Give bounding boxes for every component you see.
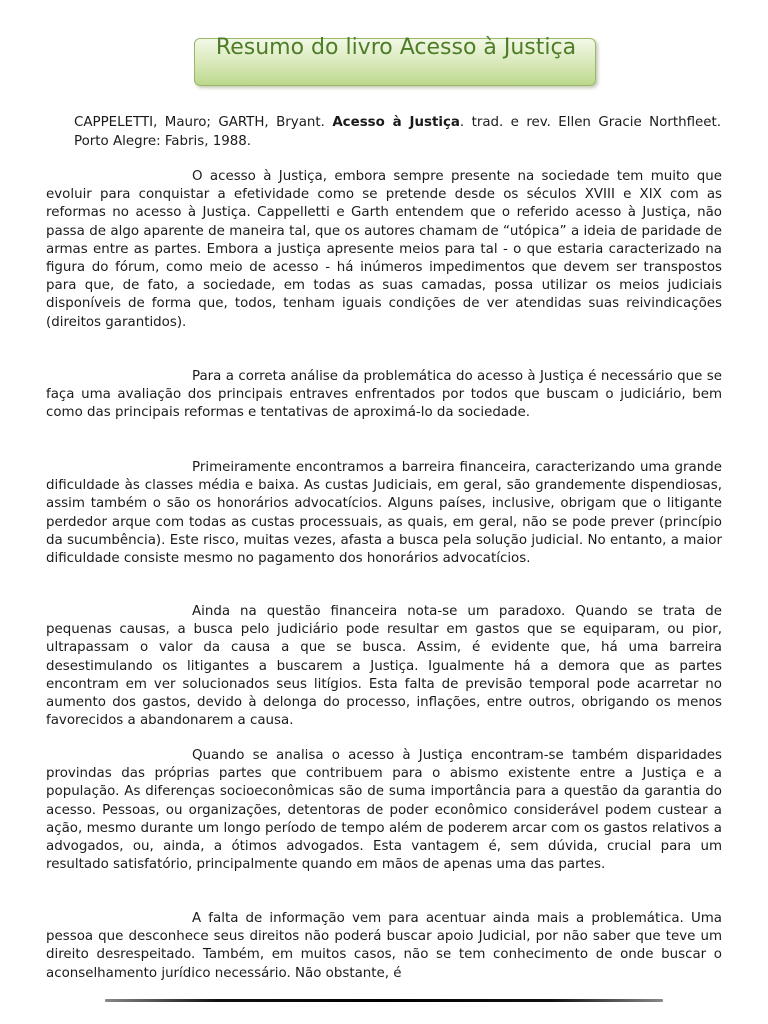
body-paragraph: Quando se analisa o acesso à Justiça encontram-se também disparidades provindas das próprias partes que contribuem para o abismo existente entre a Justiça e a população. As diferenças socioeconômicas são de suma importância para a questão da garantia do acesso. Pessoas, ou organizações, detentoras de poder econômico considerável podem custear a ação, mesmo durante um longo período de tempo além de poderem arcar com os gastos relativos a advogados, ou, ainda, a ótimos advogados. Esta vantagem é, sem dúvida, crucial para um resultado satisfatório, principalmente quando em mãos de apenas uma das partes.	[46, 748, 722, 873]
reference-authors: CAPPELETTI, Mauro; GARTH, Bryant.	[74, 115, 325, 130]
footer-divider	[105, 999, 663, 1002]
body-paragraph: Para a correta análise da problemática do acesso à Justiça é necessário que se faça uma avaliação dos principais entraves enfrentados por todos que buscam o judiciário, bem como das principais reformas e tentativas de aproximá-lo da sociedade.	[46, 369, 722, 421]
document-title: Resumo do livro Acesso à Justiça	[215, 35, 577, 60]
bibliographic-reference	[74, 113, 721, 151]
body-paragraph: A falta de informação vem para acentuar ainda mais a problemática. Uma pessoa que desconhece seus direitos não poderá buscar apoio Judicial, por não saber que teve um direito desrespeitado. Também, em muitos casos, não se tem conhecimento de onde buscar o aconselhamento jurídico necessário. Não obstante, é	[46, 911, 722, 981]
body-paragraph: O acesso à Justiça, embora sempre presente na sociedade tem muito que evoluir para conquistar a efetividade como se pretende desde os séculos XVIII e XIX com as reformas no acesso à Justiça. Cappelletti e Garth entendem que o referido acesso à Justiça, não passa de algo aparente de maneira tal, que os autores chamam de “utópica” a ideia de paridade de armas entre as partes. Embora a justiça apresente meios para tal - o que estaria caracterizado na figura do fórum, como meio de acesso - há inúmeros impedimentos que devem ser transpostos para que, de fato, a sociedade, em todas as suas camadas, possa utilizar os meios judiciais disponíveis de forma que, todos, tenham iguais condições de ver atendidas suas reivindicações (direitos garantidos).	[46, 169, 722, 330]
body-paragraph: Primeiramente encontramos a barreira financeira, caracterizando uma grande dificuldade às classes média e baixa. As custas Judiciais, em geral, são grandemente dispendiosas, assim também o são os honorários advocatícios. Alguns países, inclusive, obrigam que o litigante perdedor arque com todas as custas processuais, as quais, em geral, não se pode prever (princípio da sucumbência). Este risco, muitas vezes, afasta a busca pela solução judicial. No entanto, a maior dificuldade consiste mesmo no pagamento dos honorários advocatícios.	[46, 460, 722, 567]
body-paragraph: Ainda na questão financeira nota-se um paradoxo. Quando se trata de pequenas causas, a busca pelo judiciário pode resultar em gastos que se equiparam, ou pior, ultrapassam o valor da causa a que se busca. Assim, é evidente que, há uma barreira desestimulando os litigantes a buscarem a Justiça. Igualmente há a demora que as partes encontram em ver solucionados seus litígios. Esta falta de previsão temporal pode acarretar no aumento dos gastos, devido à delonga do processo, inflações, entre outros, obrigando os menos favorecidos a abandonarem a causa.	[46, 604, 722, 729]
reference-book-title: Acesso à Justiça	[332, 115, 460, 130]
reference-details: . trad. e rev. Ellen Gracie Northfleet. Porto Alegre: Fabris, 1988.	[74, 115, 721, 149]
